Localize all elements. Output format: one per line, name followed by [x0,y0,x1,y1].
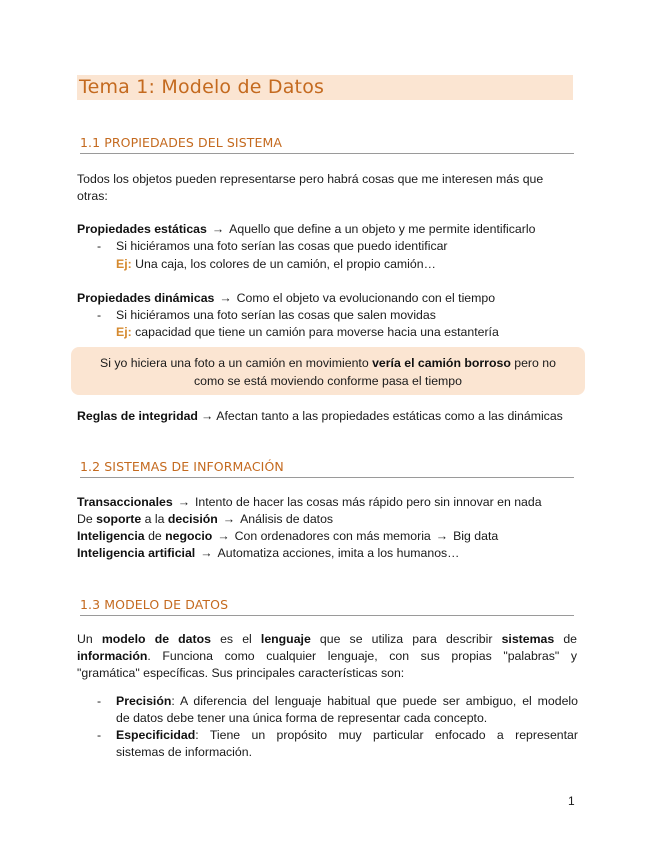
section-heading-1-1: 1.1 PROPIEDADES DEL SISTEMA [80,134,574,154]
text: a la [141,512,168,526]
integridad-def: Afectan tanto a las propiedades estáticas como a las dinámicas [216,409,563,423]
definition: Big data [453,529,499,543]
term: Especificidad [116,728,196,742]
callout-text: Si yo hiciera una foto a un camión en movimiento [100,356,373,370]
callout-box [71,347,585,395]
definition: Con ordenadores con más memoria [234,529,431,543]
estaticas-line [77,221,535,238]
integridad-line [77,408,563,425]
soporte-decision-line [77,511,333,528]
estaticas-def: Aquello que define a un objeto y me permite identificarlo [229,222,536,236]
definition: Análisis de datos [240,512,334,526]
callout-line-1 [71,355,585,372]
precision-line-2: de datos debe tener una única forma de representar cada concepto. [116,711,488,725]
text: Un [77,632,102,646]
arrow-icon: → [177,495,190,509]
text: : Tiene un propósito muy particular enfocado a representar [195,728,578,742]
dinamicas-line [77,290,495,307]
estaticas-term: Propiedades estáticas [77,222,207,236]
arrow-icon: → [435,529,449,543]
especificidad-line-2: sistemas de información. [116,745,253,759]
text: . Funciona como cualquier lenguaje, con sus propias "palabras" y [147,649,577,663]
example-label: Ej: [116,325,132,339]
example-text: capacidad que tiene un camión para moverse hacia una estantería [135,325,499,339]
term: negocio [165,529,213,543]
inteligencia-negocio-line [77,528,498,545]
text: : A diferencia del lenguaje habitual que puede ser ambiguo, el modelo [171,694,578,708]
paragraph-line-1 [77,631,577,648]
term: decisión [167,512,218,526]
term: lenguaje [260,632,311,646]
arrow-icon: → [222,512,236,526]
dinamicas-bullet: Si hiciéramos una foto serían las cosas que salen movidas [116,308,436,322]
arrow-icon: → [219,291,232,305]
term: modelo de datos [101,632,211,646]
transaccionales-line [77,494,542,511]
dash-bullet: - [97,239,102,253]
precision-line-1 [116,693,578,710]
section-heading-1-3: 1.3 MODELO DE DATOS [80,596,574,616]
term: soporte [96,512,142,526]
page-title: Tema 1: Modelo de Datos [79,76,325,98]
dash-bullet: - [97,694,102,708]
term: Inteligencia artificial [77,546,196,560]
especificidad-line-1 [116,727,578,744]
arrow-icon: → [200,546,213,560]
text: de [144,529,166,543]
dash-bullet: - [97,728,102,742]
term: Inteligencia [77,529,145,543]
arrow-icon: → [217,529,230,543]
definition: Automatiza acciones, imita a los humanos… [217,546,460,560]
paragraph-line-3: "gramática" específicas. Sus principales características son: [77,666,405,680]
text: que se utiliza para describir [310,632,502,646]
estaticas-example [116,256,436,273]
callout-bold: vería el camión borroso [372,356,511,370]
paragraph-line-2 [77,648,577,665]
dinamicas-def: Como el objeto va evolucionando con el tiempo [236,291,496,305]
example-text: Una caja, los colores de un camión, el propio camión… [135,257,436,271]
arrow-icon: → [200,409,214,423]
definition: Intento de hacer las cosas más rápido pero sin innovar en nada [195,495,542,509]
dinamicas-example [116,324,499,341]
section-heading-1-2: 1.2 SISTEMAS DE INFORMACIÓN [80,458,574,478]
dash-bullet: - [97,308,102,322]
integridad-term: Reglas de integridad [77,409,198,423]
dinamicas-term: Propiedades dinámicas [77,291,215,305]
term: Transaccionales [77,495,173,509]
arrow-icon: → [211,222,225,236]
inteligencia-artificial-line [77,545,459,562]
text: de [554,632,578,646]
example-label: Ej: [116,257,132,271]
estaticas-bullet: Si hiciéramos una foto serían las cosas que puedo identificar [116,239,448,253]
callout-line-2: como se está moviendo conforme pasa el tiempo [194,374,462,388]
term: información [77,649,148,663]
term: Precisión [116,694,172,708]
page-number: 1 [568,794,575,808]
callout-text: pero no [510,356,556,370]
intro-line-1: Todos los objetos pueden representarse pero habrá cosas que me interesen más que [77,172,544,186]
text: De [77,512,97,526]
intro-line-2: otras: [77,189,108,203]
term: sistemas [501,632,555,646]
text: es el [210,632,261,646]
